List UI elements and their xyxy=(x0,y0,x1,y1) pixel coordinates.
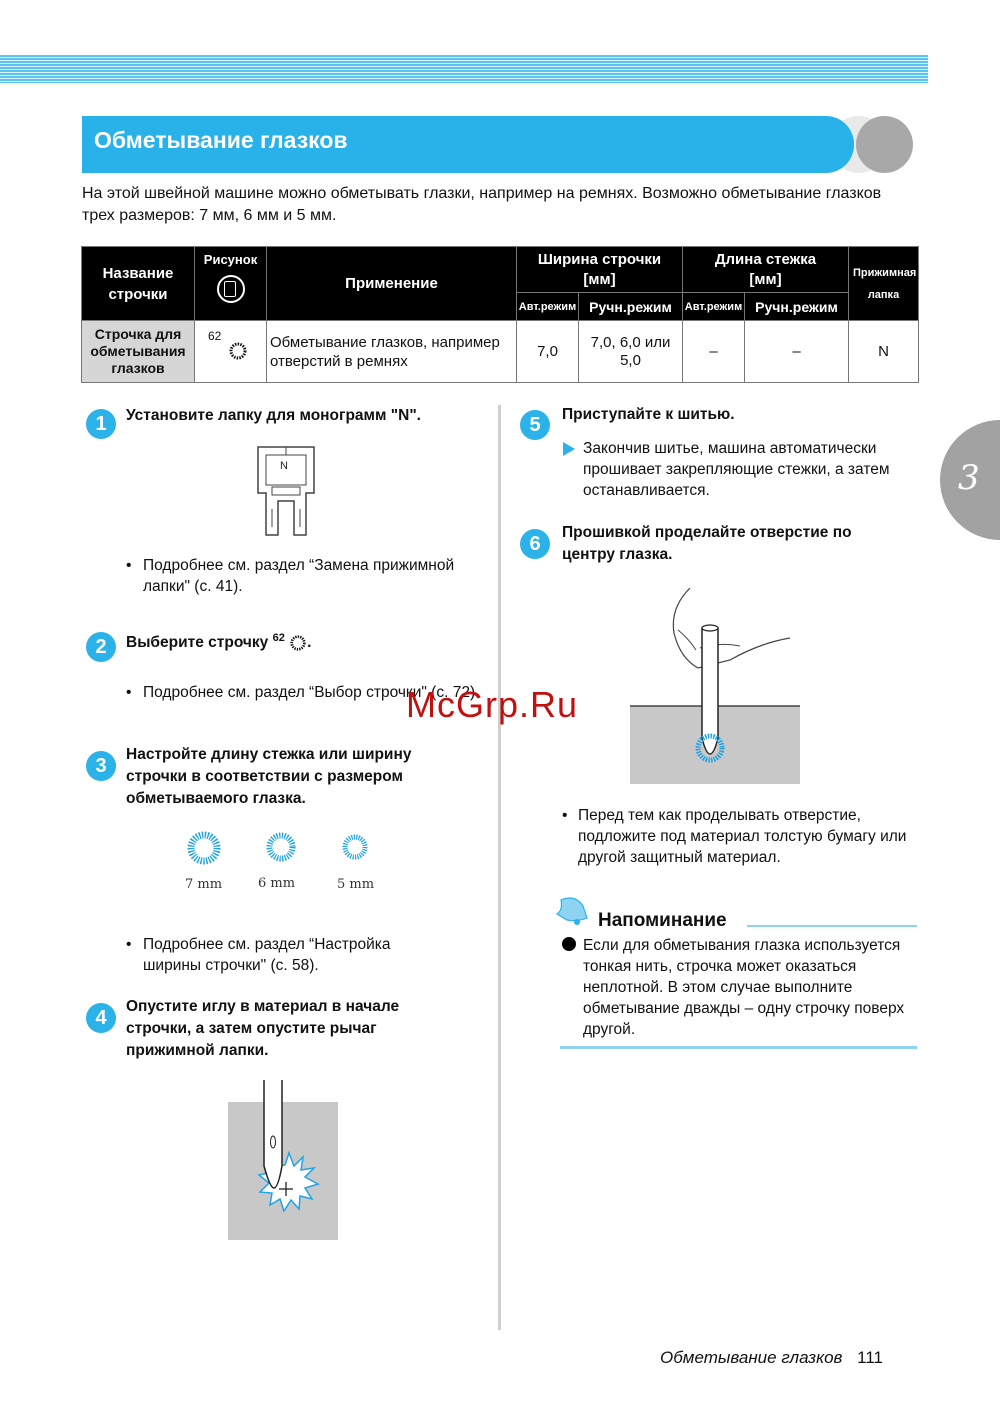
top-stripe-bar xyxy=(0,55,928,83)
step-4-badge: 4 xyxy=(86,1003,116,1033)
step-4-title: Опустите иглу в материал в начале строчки, а затем опустите рычаг прижимной лапки. xyxy=(126,998,400,1059)
page-title: Обметывание глазков xyxy=(94,127,348,153)
step-2-stitch-number: 62 xyxy=(272,632,285,644)
header-width: Ширина строчки [мм] xyxy=(517,247,683,293)
seam-ripper-image xyxy=(630,588,802,784)
header-picture xyxy=(195,247,267,321)
stitch-spec-table xyxy=(81,246,919,383)
reminder-title: Напоминание xyxy=(598,910,727,931)
row-stitch-picture xyxy=(195,321,267,383)
result-arrow-icon xyxy=(563,442,575,456)
needle-lowered-image xyxy=(228,1080,340,1242)
header-length-auto: Авт.режим xyxy=(683,293,745,321)
row-stitch-name: Строчка для обметывания глазков xyxy=(82,321,195,383)
monogram-foot-n-image xyxy=(254,443,318,538)
column-divider xyxy=(498,405,501,1330)
header-usage: Применение xyxy=(267,247,517,321)
step-5-note: Закончив шитье, машина автоматически прошивает закрепляющие стежки, а затем останавливается. xyxy=(583,440,890,499)
foot-letter: N xyxy=(280,460,288,472)
step-5-title: Приступайте к шитью. xyxy=(562,406,735,423)
watermark: McGrp.Ru xyxy=(406,684,579,725)
bullet-dot: • xyxy=(126,557,132,574)
step-3-title: Настройте длину стежка или ширину строчки в соответствии с размером обметываемого глазка. xyxy=(126,746,412,807)
bell-icon xyxy=(553,896,591,928)
step-3-note: Подробнее см. раздел “Настройка ширины строчки" (с. 58). xyxy=(143,936,391,974)
step-2-note: Подробнее см. раздел “Выбор строчки" (с. 72). xyxy=(143,684,480,701)
footer-title: Обметывание глазков xyxy=(660,1348,843,1367)
footer xyxy=(660,1348,883,1368)
step-1-badge: 1 xyxy=(86,409,116,439)
chapter-number: 3 xyxy=(958,458,980,498)
row-stitch-number: 62 xyxy=(208,329,222,343)
header-width-manual: Ручн.режим xyxy=(579,293,683,321)
header-foot: Прижимная лапка xyxy=(849,247,919,321)
eyelet-stitch-icon xyxy=(228,341,248,361)
eyelet-sizes-image xyxy=(186,830,386,870)
step-6-note: Перед тем как проделывать отверстие, подложите под материал толстую бумагу или другой защитный материал. xyxy=(578,807,907,866)
header-name: Название строчки xyxy=(82,247,195,321)
size-label-5mm: 5 mm xyxy=(337,877,375,892)
bullet-dot: • xyxy=(126,936,132,953)
row-length-manual: – xyxy=(745,321,849,383)
step-1-note: Подробнее см. раздел “Замена прижимной лапки" (с. 41). xyxy=(143,557,455,595)
reminder-bullet xyxy=(562,937,576,951)
step-2-badge: 2 xyxy=(86,632,116,662)
size-label-7mm: 7 mm xyxy=(185,877,223,892)
row-usage: Обметывание глазков, например отверстий в ремнях xyxy=(267,321,517,383)
header-length-manual: Ручн.режим xyxy=(745,293,849,321)
row-width-auto: 7,0 xyxy=(517,321,579,383)
bullet-dot: • xyxy=(126,684,132,701)
bullet-dot: • xyxy=(562,807,568,824)
reminder-bottom-line xyxy=(560,1046,917,1049)
page-number: 111 xyxy=(857,1348,884,1367)
reminder-text: Если для обметывания глазка используется тонкая нить, строчка может оказаться неплотной. В этом случае выполните обметывание дважды – одну строчку поверх другой. xyxy=(583,937,905,1038)
row-length-auto: – xyxy=(683,321,745,383)
row-width-manual: 7,0, 6,0 или 5,0 xyxy=(579,321,683,383)
eyelet-stitch-icon xyxy=(289,634,307,652)
banner-ring-dark xyxy=(856,116,913,173)
header-width-auto: Авт.режим xyxy=(517,293,579,321)
header-length: Длина стежка [мм] xyxy=(683,247,849,293)
row-foot: N xyxy=(849,321,919,383)
step-1-title: Установите лапку для монограмм "N". xyxy=(126,407,421,424)
step-6-title: Прошивкой проделайте отверстие по центру глазка. xyxy=(562,524,852,563)
step-6-badge: 6 xyxy=(520,529,550,559)
step-5-badge: 5 xyxy=(520,410,550,440)
size-label-6mm: 6 mm xyxy=(258,876,296,891)
reminder-title-line xyxy=(747,925,917,927)
intro-text: На этой швейной машине можно обметывать глазки, например на ремнях. Возможно обметывание глазков трех размеров: 7 мм, 6 мм и 5 мм. xyxy=(82,185,882,224)
step-2-title: Выберите строчку xyxy=(126,634,269,651)
step-2-title-line: Выберите строчку $^{62}$ . xyxy=(126,632,312,651)
step-3-badge: 3 xyxy=(86,751,116,781)
stitch-selector-icon xyxy=(217,275,245,303)
header-picture-label: Рисунок xyxy=(203,252,258,267)
